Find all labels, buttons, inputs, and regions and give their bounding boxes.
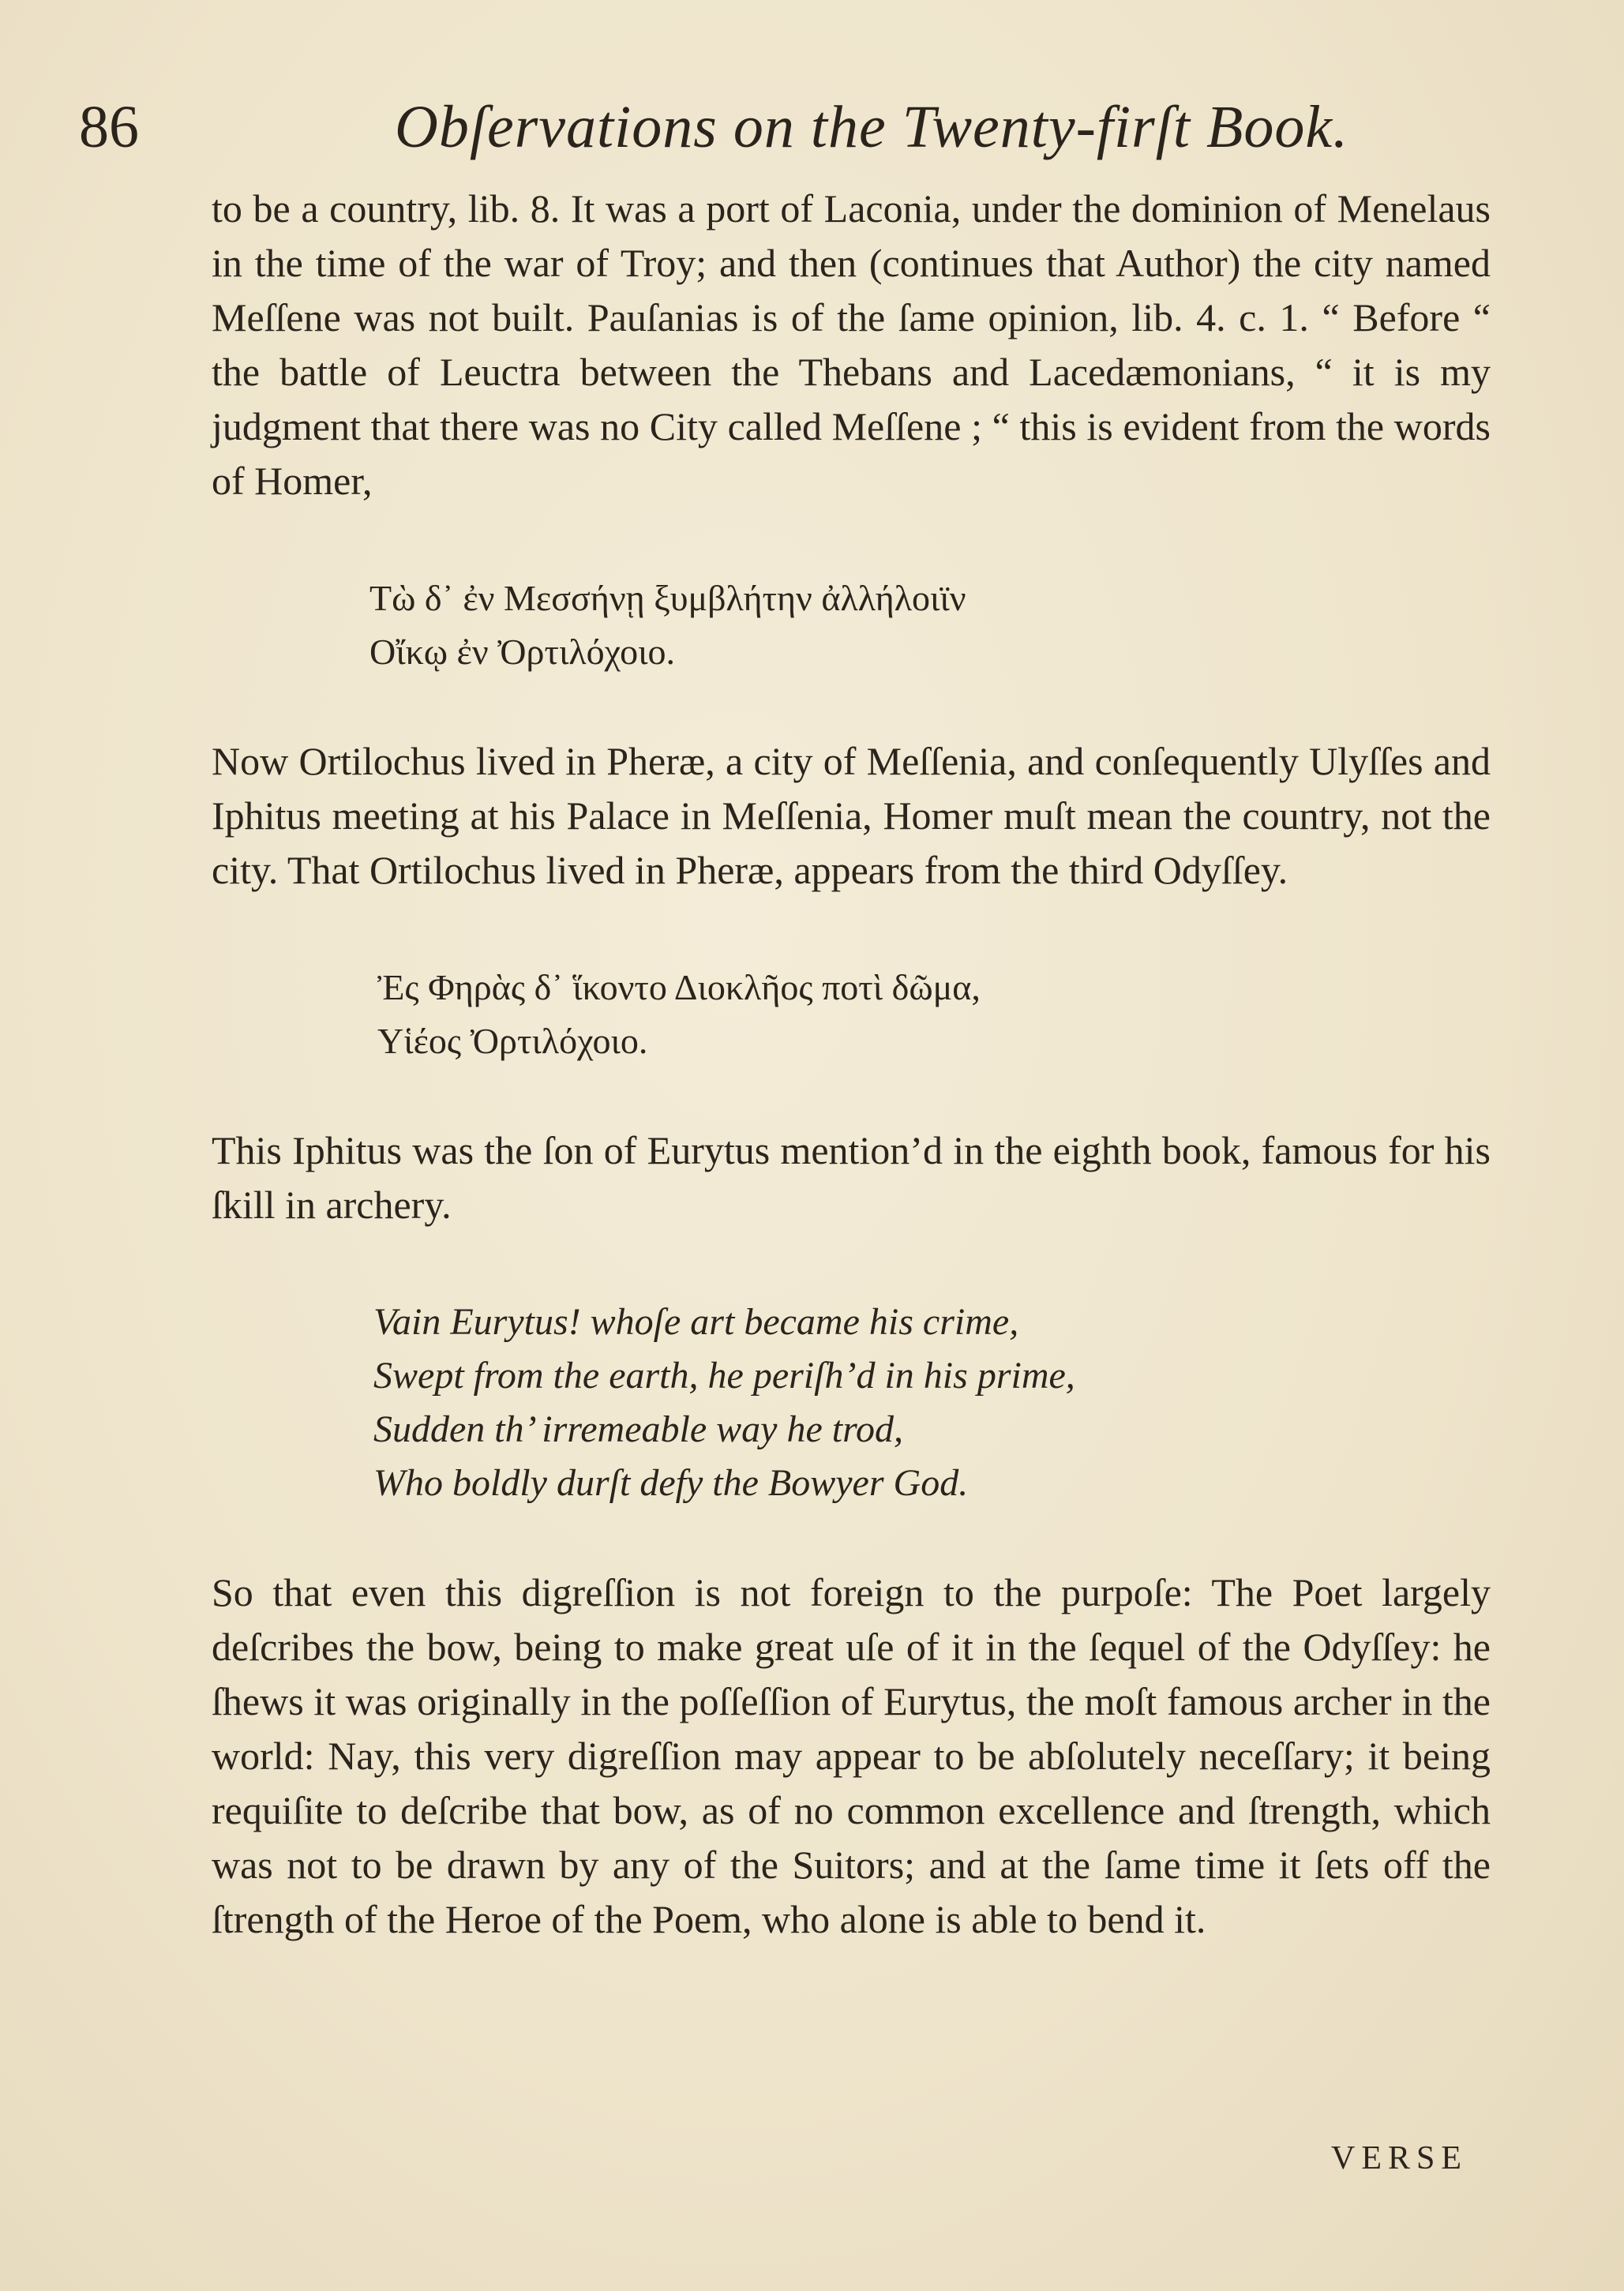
paragraph-4: So that even this digreſſion is not foreign to the purpoſe: The Poet largely deſcribes the bow, being to make great uſe of it in the ſequel of the Odyſſey: he ſhews it was originally in the poſſeſſion of Eurytus, the moſt famous archer in the world: Nay, this very digreſſion may appear to be abſolutely neceſſary; it being requiſite to deſcribe that bow, as of no common excellence and ſtrength, which was not to be drawn by any of the Suitors; and at the ſame time it ſets off the ſtrength of the Heroe of the Poem, who alone is able to bend it. xyxy=(212,1570,1491,1941)
greek-quote-1-line-1: Τὼ δ᾽ ἐν Μεσσήνῃ ξυμβλήτην ἀλλήλοιϊν xyxy=(369,578,966,618)
verse-line-1: Vain Eurytus! whoſe art became his crime, xyxy=(373,1301,1019,1343)
paragraph-1: to be a country, lib. 8. It was a port of Laconia, under the dominion of Menelaus in the time of the war of Troy; and then (continues that Author) the city named Meſſene was not built. Pauſanias is of the ſame opinion, lib. 4. c. 1. “ Before “ the battle of Leuctra between the Thebans and Lacedæmonians, “ it is my judgment that there was no City called Meſſene ; “ this is evident from the words of Homer, xyxy=(212,186,1491,503)
verse-quote xyxy=(373,1295,1491,1510)
greek-quote-2 xyxy=(377,961,1491,1068)
verse-line-4: Who boldly durſt defy the Bowyer God. xyxy=(373,1462,969,1504)
greek-quote-1-line-2: Οἴκῳ ἐν Ὀρτιλόχοιο. xyxy=(369,632,675,672)
page-header xyxy=(79,93,1500,180)
verse-line-3: Sudden th’ irremeable way he trod, xyxy=(373,1408,903,1450)
paragraph-3: This Iphitus was the ſon of Eurytus mention’d in the eighth book, famous for his ſkill in archery. xyxy=(212,1128,1491,1227)
greek-quote-2-line-1: Ἐς Φηρὰς δ᾽ ἵκοντο Διοκλῆος ποτὶ δῶμα, xyxy=(377,967,981,1007)
greek-quote-2-line-2: Υἱέος Ὀρτιλόχοιο. xyxy=(377,1021,648,1061)
verse-line-2: Swept from the earth, he periſh’d in his prime, xyxy=(373,1355,1075,1397)
page-body xyxy=(212,182,1491,1947)
running-title: Obſervations on the Twenty-firſt Book. xyxy=(395,94,1349,160)
greek-quote-1 xyxy=(369,572,1491,679)
paragraph-2: Now Ortilochus lived in Pheræ, a city of Meſſenia, and conſequently Ulyſſes and Iphitus meeting at his Palace in Meſſenia, Homer muſt mean the country, not the city. That Ortilochus lived in Pheræ, appears from the third Odyſſey. xyxy=(212,739,1491,892)
catchword: VERSE xyxy=(1331,2140,1468,2177)
page-number: 86 xyxy=(79,94,139,160)
